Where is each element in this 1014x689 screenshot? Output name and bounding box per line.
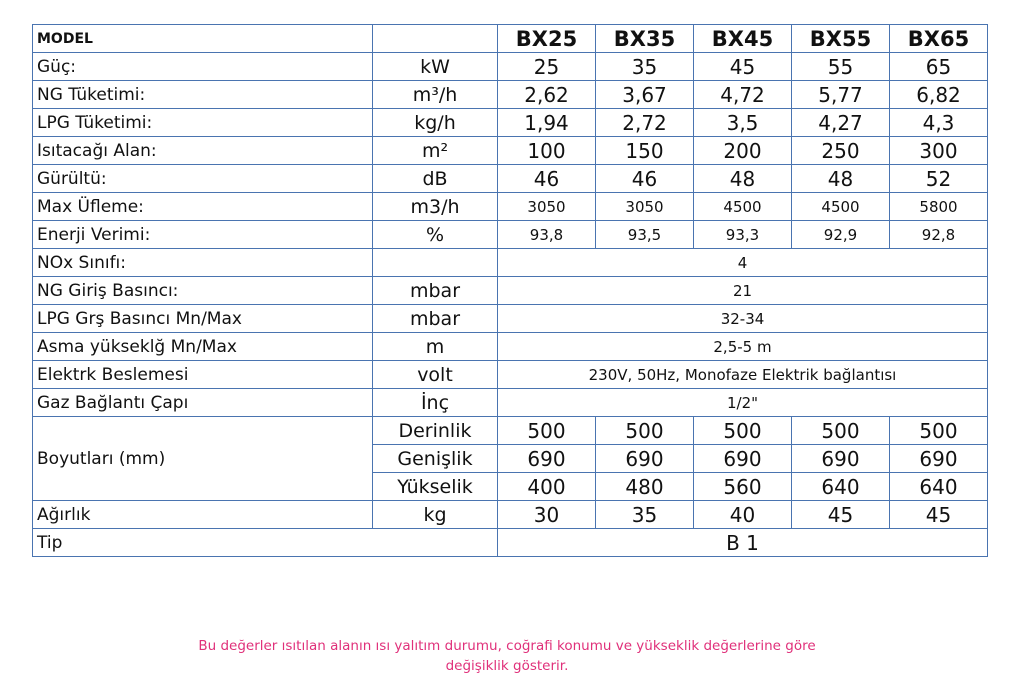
spec-value: 4,27: [792, 109, 890, 137]
spec-value: 200: [694, 137, 792, 165]
spec-label: Enerji Verimi:: [33, 221, 373, 249]
spec-value: 4500: [694, 193, 792, 221]
spec-value: 100: [498, 137, 596, 165]
dimension-sublabel: Genişlik: [373, 445, 498, 473]
dimension-value: 560: [694, 473, 792, 501]
weight-label: Ağırlık: [33, 501, 373, 529]
unit-header-cell: [373, 25, 498, 53]
spec-value: 25: [498, 53, 596, 81]
spec-row: [33, 81, 988, 109]
spec-shared-value: 2,5-5 m: [498, 333, 988, 361]
spec-unit: kg/h: [373, 109, 498, 137]
spec-shared-value: 4: [498, 249, 988, 277]
spec-value: 3,67: [596, 81, 694, 109]
model-name-1: BX35: [596, 25, 694, 53]
spec-unit: m³/h: [373, 81, 498, 109]
dimension-value: 640: [890, 473, 988, 501]
disclaimer-line-1: Bu değerler ısıtılan alanın ısı yalıtım durumu, coğrafi konumu ve yükseklik değerlerine göre: [198, 638, 816, 654]
spec-label: Max Üfleme:: [33, 193, 373, 221]
spec-label: Isıtacağı Alan:: [33, 137, 373, 165]
dimension-value: 690: [498, 445, 596, 473]
spec-row: [33, 137, 988, 165]
spec-value: 300: [890, 137, 988, 165]
spec-shared-value: 21: [498, 277, 988, 305]
spec-row-spanned: [33, 389, 988, 417]
spec-label: NOx Sınıfı:: [33, 249, 373, 277]
dimension-value: 400: [498, 473, 596, 501]
spec-value: 92,9: [792, 221, 890, 249]
spec-value: 4500: [792, 193, 890, 221]
model-name-3: BX55: [792, 25, 890, 53]
spec-value: 5800: [890, 193, 988, 221]
type-row: [33, 529, 988, 557]
spec-row: [33, 165, 988, 193]
spec-unit: %: [373, 221, 498, 249]
dimension-value: 480: [596, 473, 694, 501]
dimension-value: 500: [498, 417, 596, 445]
spec-value: 5,77: [792, 81, 890, 109]
spec-value: 6,82: [890, 81, 988, 109]
spec-value: 55: [792, 53, 890, 81]
header-row: [33, 25, 988, 53]
spec-unit: m3/h: [373, 193, 498, 221]
model-header: MODEL: [33, 25, 373, 53]
spec-label: LPG Grş Basıncı Mn/Max: [33, 305, 373, 333]
dimension-sublabel: Yükselik: [373, 473, 498, 501]
spec-value: 48: [792, 165, 890, 193]
spec-value: 2,72: [596, 109, 694, 137]
weight-row: [33, 501, 988, 529]
spec-label: Asma yükseklğ Mn/Max: [33, 333, 373, 361]
spec-unit: dB: [373, 165, 498, 193]
model-name-0: BX25: [498, 25, 596, 53]
spec-shared-value: 230V, 50Hz, Monofaze Elektrik bağlantısı: [498, 361, 988, 389]
spec-table-body: [33, 25, 988, 557]
spec-value: 1,94: [498, 109, 596, 137]
spec-value: 52: [890, 165, 988, 193]
spec-label: NG Giriş Basıncı:: [33, 277, 373, 305]
spec-label: Güç:: [33, 53, 373, 81]
dimension-value: 690: [792, 445, 890, 473]
spec-row-spanned: [33, 249, 988, 277]
spec-value: 4,3: [890, 109, 988, 137]
spec-label: NG Tüketimi:: [33, 81, 373, 109]
spec-value: 2,62: [498, 81, 596, 109]
spec-value: 3050: [498, 193, 596, 221]
dimensions-label: Boyutları (mm): [33, 417, 373, 501]
spec-value: 92,8: [890, 221, 988, 249]
spec-row-spanned: [33, 305, 988, 333]
weight-value: 40: [694, 501, 792, 529]
weight-unit: kg: [373, 501, 498, 529]
weight-value: 35: [596, 501, 694, 529]
spec-row: [33, 53, 988, 81]
spec-shared-value: 32-34: [498, 305, 988, 333]
spec-unit: mbar: [373, 305, 498, 333]
spec-unit: kW: [373, 53, 498, 81]
spec-label: Elektrk Beslemesi: [33, 361, 373, 389]
dimension-value: 690: [890, 445, 988, 473]
spec-value: 93,8: [498, 221, 596, 249]
spec-unit: m: [373, 333, 498, 361]
type-label: Tip: [33, 529, 498, 557]
disclaimer-line-2: değişiklik gösterir.: [445, 658, 569, 674]
spec-value: 3,5: [694, 109, 792, 137]
spec-value: 3050: [596, 193, 694, 221]
model-name-4: BX65: [890, 25, 988, 53]
dimension-value: 690: [596, 445, 694, 473]
spec-value: 48: [694, 165, 792, 193]
dimension-value: 500: [792, 417, 890, 445]
spec-unit: İnç: [373, 389, 498, 417]
spec-value: 93,3: [694, 221, 792, 249]
spec-row: [33, 109, 988, 137]
dimension-value: 690: [694, 445, 792, 473]
spec-unit: volt: [373, 361, 498, 389]
weight-value: 45: [890, 501, 988, 529]
spec-row-spanned: [33, 277, 988, 305]
spec-row: [33, 221, 988, 249]
dimension-value: 500: [694, 417, 792, 445]
spec-label: Gaz Bağlantı Çapı: [33, 389, 373, 417]
spec-value: 93,5: [596, 221, 694, 249]
type-value: B 1: [498, 529, 988, 557]
spec-value: 4,72: [694, 81, 792, 109]
dimension-sublabel: Derinlik: [373, 417, 498, 445]
weight-value: 45: [792, 501, 890, 529]
spec-value: 250: [792, 137, 890, 165]
dimension-value: 640: [792, 473, 890, 501]
spec-unit: [373, 249, 498, 277]
spec-table: [32, 24, 988, 557]
spec-value: 46: [596, 165, 694, 193]
weight-value: 30: [498, 501, 596, 529]
spec-unit: mbar: [373, 277, 498, 305]
dimension-row: [33, 417, 988, 445]
disclaimer-note: [0, 636, 1014, 676]
spec-label: Gürültü:: [33, 165, 373, 193]
spec-row-spanned: [33, 361, 988, 389]
spec-value: 150: [596, 137, 694, 165]
spec-shared-value: 1/2": [498, 389, 988, 417]
spec-row: [33, 193, 988, 221]
dimension-value: 500: [596, 417, 694, 445]
spec-value: 45: [694, 53, 792, 81]
spec-value: 46: [498, 165, 596, 193]
spec-unit: m²: [373, 137, 498, 165]
spec-label: LPG Tüketimi:: [33, 109, 373, 137]
spec-value: 35: [596, 53, 694, 81]
spec-value: 65: [890, 53, 988, 81]
model-name-2: BX45: [694, 25, 792, 53]
spec-row-spanned: [33, 333, 988, 361]
dimension-value: 500: [890, 417, 988, 445]
